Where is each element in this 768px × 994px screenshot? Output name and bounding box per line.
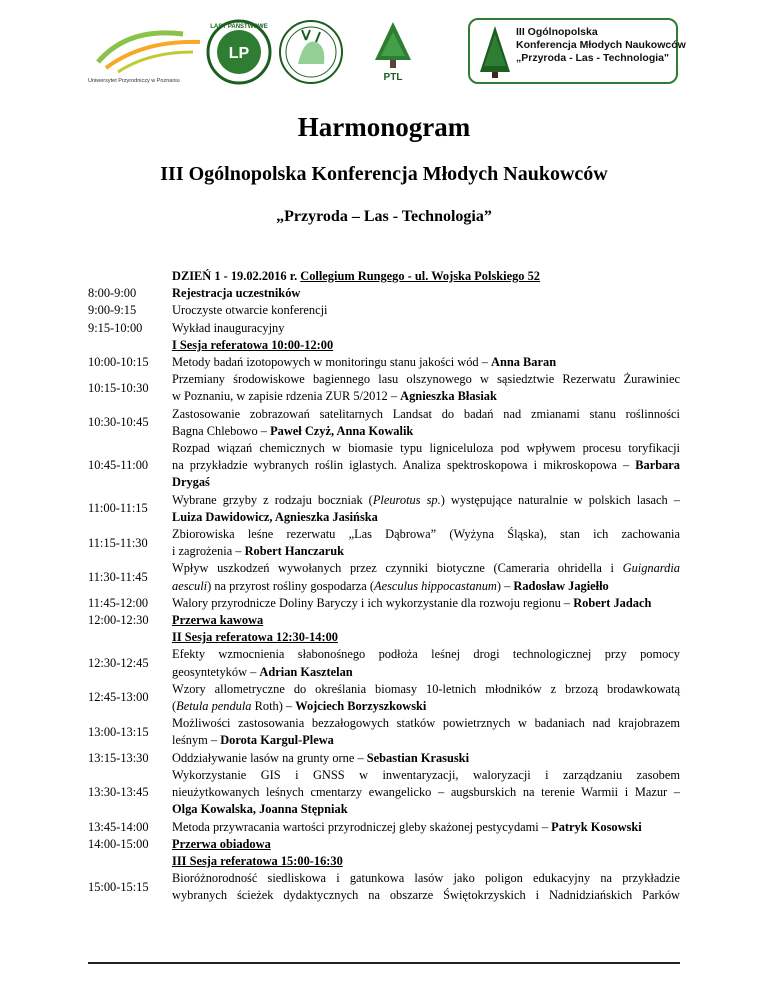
time-cell: 13:00-13:15	[88, 724, 149, 739]
talk-row	[88, 646, 680, 680]
day-venue: Collegium Rungego - ul. Wojska Polskiego 52	[300, 269, 540, 283]
talk-row	[88, 406, 680, 440]
talk-row	[88, 681, 680, 715]
conference-theme: „Przyroda – Las - Technologia”	[276, 208, 492, 225]
talk-author: Luiza Dawidowicz, Agnieszka Jasińska	[172, 509, 378, 524]
talk-description: Metoda przywracania wartości przyrodniczej gleby skażonej pestycydami – Patryk Kosowski	[172, 819, 642, 834]
badge-line: III Ogólnopolska	[516, 26, 598, 38]
day-header: DZIEŃ 1 - 19.02.2016 r. Collegium Rungego - ul. Wojska Polskiego 52	[172, 269, 540, 283]
day-header-row	[88, 268, 680, 285]
university-logo	[88, 22, 218, 94]
ptl-text: PTL	[383, 72, 403, 82]
ptl-tree-icon	[353, 20, 433, 82]
time-cell: 11:00-11:15	[88, 501, 148, 516]
talk-description: Wpływ uszkodzeń wywołanych przez czynniki biotyczne (Cameraria ohridella i Guignardia aesculi) na przyrost rośliny gospodarza (Aesculus hippocastanum) – Radosław Jagiełło	[172, 561, 680, 593]
spruce-tree-icon	[476, 24, 514, 80]
talk-description: Bioróżnorodność siedliskowa i gatunkowa lasów jako poligon edukacyjny na przykładzie wybranych ścieżek dydaktycznych na obszarze Świętokrzyskich i Nadnidziańskich Parków	[172, 871, 680, 903]
schedule-row	[88, 302, 680, 319]
session-header-row	[88, 337, 680, 354]
time-cell: 13:30-13:45	[88, 785, 149, 800]
schedule-row	[88, 285, 680, 302]
time-cell: 12:45-13:00	[88, 690, 149, 705]
footer-rule	[88, 962, 680, 964]
faculty-seal-logo	[276, 18, 346, 86]
ptl-logo	[353, 20, 433, 82]
coffee-break: Przerwa kawowa	[172, 613, 264, 628]
time-cell: 11:45-12:00	[88, 595, 149, 610]
conference-badge	[468, 18, 686, 84]
talk-author: Adrian Kasztelan	[259, 664, 353, 679]
talk-row	[88, 560, 680, 594]
talk-author: Agnieszka Błasiak	[400, 389, 497, 404]
talk-author: Patryk Kosowski	[551, 819, 642, 834]
talk-row	[88, 819, 680, 836]
talk-author: Radosław Jagiełło	[513, 578, 609, 593]
time-cell: 11:30-11:45	[88, 570, 148, 585]
talk-author: Robert Jadach	[573, 595, 652, 610]
talk-row	[88, 595, 680, 612]
talk-description: Przemiany środowiskowe bagiennego lasu olszynowego w sąsiedztwie Rezerwatu Żurawiniec w Poznaniu, w zapisie rdzenia ZUR 5/2012 – Agnieszka Błasiak	[172, 372, 680, 404]
time-cell	[88, 629, 172, 646]
talk-author: Robert Hanczaruk	[244, 544, 345, 559]
talk-row	[88, 870, 680, 904]
talk-description: Efekty wzmocnienia słabonośnego podłoża leśnej drogi technologicznej przy pomocy geosyntetyków – Adrian Kasztelan	[172, 647, 680, 679]
session-header: I Sesja referatowa 10:00-12:00	[172, 337, 334, 352]
time-cell: 10:45-11:00	[88, 458, 149, 473]
talk-author: Barbara	[635, 458, 680, 473]
talk-author: Sebastian Krasuski	[366, 750, 470, 765]
deer-seal-icon	[276, 18, 346, 86]
talk-description: Rozpad wiązań chemicznych w biomasie typu ligniceluloza pod wpływem procesu toryfikacji na przykładzie wybranych roślin iglastych. Analiza spektroskopowa i mikroskopowa – Barbara Drygaś	[172, 440, 680, 492]
talk-row	[88, 526, 680, 560]
conference-name: III Ogólnopolska Konferencja Młodych Naukowców	[160, 163, 608, 185]
session-header: II Sesja referatowa 12:30-14:00	[172, 630, 338, 645]
schedule-item: Wykład inauguracyjny	[172, 320, 285, 335]
talk-description: Metody badań izotopowych w monitoringu stanu jakości wód – Anna Baran	[172, 355, 557, 370]
schedule-row	[88, 320, 680, 337]
talk-description: Wybrane grzyby z rodzaju boczniak (Pleurotus sp.) występujące naturalnie w polskich lasach – Luiza Dawidowicz, Agnieszka Jasińska	[172, 492, 680, 526]
session-header: III Sesja referatowa 15:00-16:30	[172, 853, 343, 868]
talk-row	[88, 492, 680, 526]
schedule	[88, 268, 680, 905]
badge-line: Konferencja Młodych Naukowców	[516, 39, 686, 51]
lasy-panstwowe-emblem-icon	[205, 18, 273, 86]
lasy-panstwowe-logo	[205, 18, 273, 86]
time-cell: 15:00-15:15	[88, 879, 149, 894]
schedule-item: Rejestracja uczestników	[172, 286, 301, 301]
talk-description: Zbiorowiska leśne rezerwatu „Las Dąbrowa” (Wyżyna Śląska), stan ich zachowania i zagrożenia – Robert Hanczaruk	[172, 527, 680, 559]
university-caption: Uniwersytet Przyrodniczy w Poznaniu	[88, 78, 180, 84]
time-cell: 9:00-9:15	[88, 303, 137, 318]
talk-description: Wykorzystanie GIS i GNSS w inwentaryzacji, waloryzacji i zarządzaniu zasobem nieużytkowanych leśnych cmentarzy ewangelicko – augsburskich na terenie Warmii i Mazur – Olga Kowalska, Joanna Stępniak	[172, 767, 680, 819]
talk-author: Wojciech Borzyszkowski	[295, 699, 427, 714]
time-cell: 12:30-12:45	[88, 656, 149, 671]
talk-description: Wzory allometryczne do określania biomasy 10-letnich młodników z brzozą brodawkowatą (Betula pendula Roth) – Wojciech Borzyszkowski	[172, 681, 680, 714]
lp-text: LASY PAŃSTWOWE	[210, 24, 268, 30]
talk-author: Anna Baran	[491, 355, 557, 370]
break-row	[88, 836, 680, 853]
university-swoosh-icon	[88, 22, 218, 78]
time-cell: 10:15-10:30	[88, 380, 149, 395]
talk-row	[88, 767, 680, 819]
talk-row	[88, 715, 680, 749]
talk-description: Zastosowanie zobrazowań satelitarnych Landsat do badań nad zmianami stanu roślinności Bagna Chlebowo – Paweł Czyż, Anna Kowalik	[172, 406, 680, 438]
talk-row	[88, 750, 680, 767]
time-cell: 14:00-15:00	[88, 836, 149, 851]
talk-description: Oddziaływanie lasów na grunty orne – Sebastian Krasuski	[172, 750, 470, 765]
lunch-break: Przerwa obiadowa	[172, 836, 271, 851]
logo-bar	[0, 0, 768, 100]
conference-badge-text	[516, 26, 686, 65]
talk-row	[88, 354, 680, 371]
time-cell: 11:15-11:30	[88, 535, 148, 550]
time-cell: 10:30-10:45	[88, 415, 149, 430]
break-row	[88, 612, 680, 629]
talk-author: Drygaś	[172, 475, 210, 490]
talk-author: Paweł Czyż, Anna Kowalik	[270, 423, 414, 438]
time-cell: 8:00-9:00	[88, 286, 137, 301]
time-cell: 13:15-13:30	[88, 750, 149, 765]
talk-author: Dorota Kargul-Plewa	[220, 733, 334, 748]
time-cell: 10:00-10:15	[88, 355, 149, 370]
time-cell	[88, 337, 172, 354]
session-header-row	[88, 853, 680, 870]
page-title: Harmonogram	[297, 112, 471, 142]
talk-description: Możliwości zastosowania bezzałogowych statków powietrznych w badaniach nad krajobrazem leśnym – Dorota Kargul-Plewa	[172, 716, 680, 748]
schedule-item: Uroczyste otwarcie konferencji	[172, 303, 328, 318]
talk-row	[88, 440, 680, 492]
time-cell: 12:00-12:30	[88, 613, 149, 628]
time-cell: 13:45-14:00	[88, 819, 149, 834]
lp-short: LP	[228, 45, 250, 62]
time-cell	[88, 268, 172, 285]
time-cell	[88, 853, 172, 870]
badge-line: „Przyroda - Las - Technologia"	[516, 52, 669, 64]
time-cell: 9:15-10:00	[88, 320, 143, 335]
talk-author: Olga Kowalska, Joanna Stępniak	[172, 802, 348, 817]
talk-row	[88, 371, 680, 405]
talk-description: Walory przyrodnicze Doliny Baryczy i ich wykorzystanie dla rozwoju regionu – Robert Jadach	[172, 595, 652, 610]
session-header-row	[88, 629, 680, 646]
